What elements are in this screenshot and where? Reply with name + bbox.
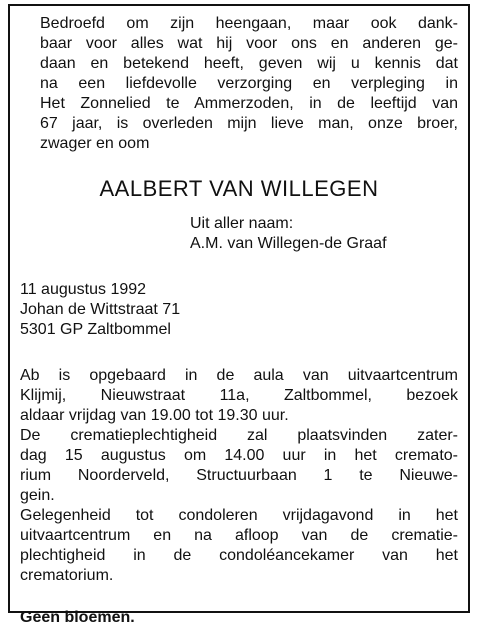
condolence-paragraph [20,506,458,586]
intro-line: 67 jaar, is overleden mijn lieve man, onze broer, [40,115,458,132]
cremation-line: gein. [20,487,55,504]
intro-line: baar voor alles wat hij voor ons en anderen ge- [40,35,458,52]
cremation-paragraph [20,426,458,506]
intro-line: daan en betekend heeft, geven wij u kennis dat [40,55,458,72]
no-flowers-note: Geen bloemen. [20,609,135,626]
notice-date: 11 augustus 1992 [20,281,147,298]
intro-line: zwager en oom [40,135,150,152]
condolence-line: Gelegenheid tot condoleren vrijdagavond in het [20,507,458,524]
cremation-line: dag 15 augustus om 14.00 uur in het cremato- [20,447,458,464]
signature-heading: Uit aller naam: [190,215,294,232]
arrangements-block [20,366,458,586]
deceased-name: AALBERT VAN WILLEGEN [99,176,379,201]
address-postal-city: 5301 GP Zaltbommel [20,321,171,338]
condolence-line: uitvaartcentrum en na afloop van de crematie- [20,527,458,544]
death-notice-frame [8,4,470,626]
viewing-line: Ab is opgebaard in de aula van uitvaartcentrum [20,367,458,384]
viewing-paragraph [20,366,458,426]
signature-block [190,214,458,254]
cremation-line: rium Noorderveld, Structuurbaan 1 te Nieuwe- [20,467,458,484]
death-notice-content [20,14,458,626]
cremation-line: De crematieplechtigheid zal plaatsvinden zater- [20,427,458,444]
address-block [20,280,458,340]
intro-line: na een liefdevolle verzorging en verpleging in [40,75,458,92]
condolence-line: plechtigheid in de condoléancekamer van het [20,547,458,564]
viewing-line: aldaar vrijdag van 19.00 tot 19.30 uur. [20,407,289,424]
signature-name: A.M. van Willegen-de Graaf [190,235,387,252]
intro-paragraph [40,14,458,154]
intro-line: Bedroefd om zijn heengaan, maar ook dank- [40,15,458,32]
viewing-line: Klijmij, Nieuwstraat 11a, Zaltbommel, bezoek [20,387,458,404]
condolence-line: crematorium. [20,567,114,584]
address-street: Johan de Wittstraat 71 [20,301,181,318]
intro-line: Het Zonnelied te Ammerzoden, in de leeftijd van [40,95,458,112]
